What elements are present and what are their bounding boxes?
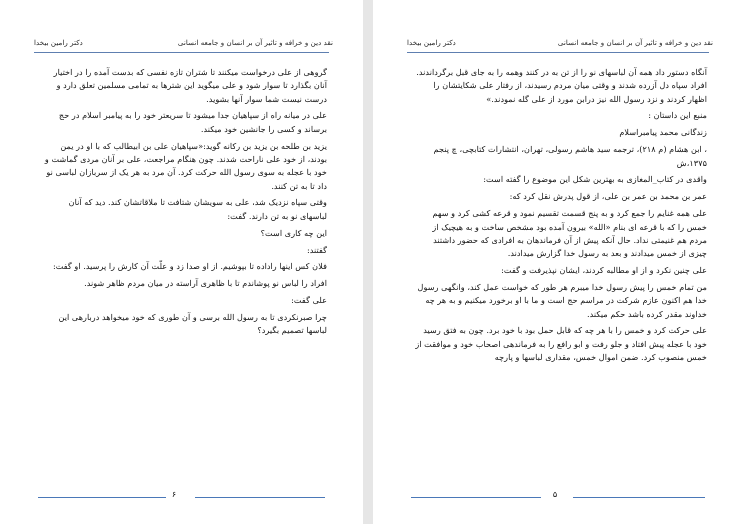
left-page-body — [40, 66, 327, 341]
paragraph: گروهی از علی درخواست میکنند تا شتران تازه نفسی که بدست آمده را در اختیار آنان بگذارد تا سوار شود و علی میگوید این شترها به تمامی مسلمین تعلق دارد و درست نیست شما سوار آنها بشوید. — [53, 67, 327, 104]
paragraph: یزید بن طلحه بن یزید بن رکانه گوید:«سپاهیان علی بن ابیطالب که با او در یمن بودند، از خود علی ناراحت شدند. چون هنگام مراجعت، علی بر آنان مردی گماشت و خود با عجله به سوی رسول الله حرکت کرد. آن مرد به هر یک از سربازان لباسی نو داد تا به تن کنند. — [44, 140, 327, 191]
paragraph: افراد را لباس نو پوشاندم تا با ظاهری آراسته در میان مردم ظاهر شوند. — [84, 278, 327, 289]
left-page — [0, 0, 363, 524]
paragraph: علی گفت: — [291, 295, 327, 306]
footer-rule-left — [411, 497, 541, 498]
header-title: نقد دین و خرافه و تاثیر آن بر انسان و جامعه انسانی — [557, 38, 713, 47]
paragraph: زندگانی محمد پیامبراسلام — [619, 127, 707, 138]
page-header — [30, 38, 333, 52]
header-author: دکتر رامین بیخدا — [407, 38, 456, 47]
paragraph: این چه کاری است؟ — [260, 227, 327, 238]
paragraph: عمر بن محمد بن عمر بن علی، از قول پدرش نقل کرد که: — [509, 191, 707, 202]
paragraph: آنگاه دستور داد همه آن لباسهای نو را از تن به در کنند وهمه را به جای قبل برگرداندند. افراد سپاه دل آزرده شدند و وقتی میان مردم رسیدند، از رفتار علی شکایتشان را اظهار کردند و نزد رسول الله نیز درابن مورد از علی گله نمودند.» — [416, 67, 707, 104]
paragraph: واقدی در کتاب_المغازی به بهترین شکل این موضوع را گفته است: — [483, 174, 707, 185]
header-title: نقد دین و خرافه و تاثیر آن بر انسان و جامعه انسانی — [177, 38, 333, 47]
paragraph: من تمام خمس را پیش رسول خدا میبرم هر طور که خواست عمل کند، وانگهی رسول خدا هم اکنون عازم شرکت در مراسم حج است و ما با او برخورد میکنیم و به هر چه خداوند مقدر کرده باشد حکم میکند. — [417, 281, 707, 319]
paragraph: علی چنین نکرد و از او مطالبه کردند، ایشان نپذیرفت و گفت: — [501, 265, 707, 276]
paragraph: گفتند: — [306, 244, 327, 255]
paragraph: ، ابن هشام (م ۲۱۸)، ترجمه سید هاشم رسولی، تهران، انتشارات کتابچی، چ پنجم ۱۳۷۵،ش — [433, 144, 707, 168]
page-number: ۶ — [171, 490, 177, 499]
paragraph: علی در میانه راه از سپاهیان جدا میشود تا سریعتر خود را به پیامبر اسلام در حج برساند و کسی را جانشین خود میکند. — [58, 110, 327, 134]
paragraph: فلان کس اینها راداده تا بپوشیم. از او صدا زد و علّت آن کارش را پرسید. او گفت: — [52, 261, 327, 272]
paragraph: علی همه غنایم را جمع کرد و به پنج قسمت تقسیم نمود و قرعه کشی کرد و سهم خمس را که با قرعه ای بنام «الله» بیرون آمده بود مشخص ساخت و به هیچیک از مردم هم غنیمتی نداد. حال آنکه پیش از آن فرماندهان به افرادی که حضور داشتند چیزی از خمس میدادند و بعد به رسول خدا گزارش میدادند. — [432, 208, 707, 259]
paragraph: وقتی سپاه نزدیک شد، علی به سویشان شتافت تا ملاقاتشان کند. دید که آنان لباسهای نو به تن دارند. گفت: — [68, 197, 327, 221]
header-author: دکتر رامین بیخدا — [34, 38, 83, 47]
page-header — [403, 38, 713, 52]
footer-rule-left — [38, 497, 166, 498]
right-page-body — [413, 66, 707, 368]
footer-rule-right — [195, 497, 325, 498]
page-number: ۵ — [552, 490, 558, 499]
page-gutter — [363, 0, 373, 524]
right-page — [373, 0, 743, 524]
header-rule — [407, 52, 709, 53]
paragraph: منبع این داستان : — [648, 110, 707, 121]
paragraph: چرا صبرنکردی تا به رسول الله برسی و آن طوری که خود میخواهد دربارهی این لباسها تصمیم بگیرد؟ — [58, 312, 327, 336]
paragraph: علی حرکت کرد و خمس را با هر چه که قابل حمل بود با خود برد. چون به فتق رسید خود با عجله پیش افتاد و جلو رفت و ابو رافع را به فرماندهی اصحاب خود و موافقت از خمس منصوب کرد. ضمن اموال خمس، مقداری لباسها و پارچه — [415, 325, 707, 362]
footer-rule-right — [573, 497, 705, 498]
header-rule — [34, 52, 329, 53]
